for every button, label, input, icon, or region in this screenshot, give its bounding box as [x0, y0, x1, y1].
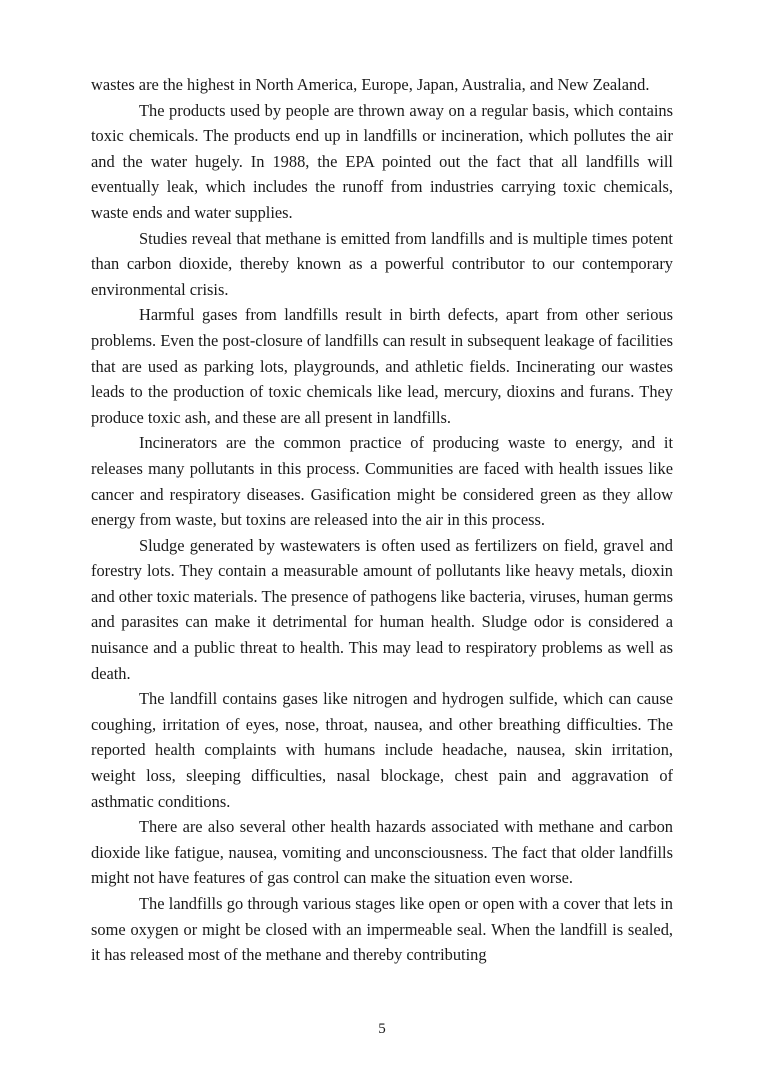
- paragraph-harmful-gases: Harmful gases from landfills result in birth defects, apart from other serious problems. Even the post-closure of landfills can result in subsequent leakage of facilities that are used as parking lots, playgrounds, and athletic fields. Incinerating our wastes leads to the production of toxic chemicals like lead, mercury, dioxins and furans. They produce toxic ash, and these are all present in landfills.: [91, 305, 673, 427]
- paragraph-sludge: Sludge generated by wastewaters is often used as fertilizers on field, gravel and forestry lots. They contain a measurable amount of pollutants like heavy metals, dioxin and other toxic materials. The presence of pathogens like bacteria, viruses, human germs and parasites can make it detrimental for human health. Sludge odor is considered a nuisance and a public threat to health. This may lead to respiratory problems as well as death.: [91, 535, 673, 683]
- paragraph-methane: Studies reveal that methane is emitted from landfills and is multiple times potent than carbon dioxide, thereby known as a powerful contributor to our contemporary environmental crisis.: [91, 228, 673, 299]
- paragraph-health-hazards: There are also several other health hazards associated with methane and carbon dioxide like fatigue, nausea, vomiting and unconsciousness. The fact that older landfills might not have features of gas control can make the situation even worse.: [91, 817, 673, 888]
- paragraph-landfill-gases: The landfill contains gases like nitrogen and hydrogen sulfide, which can cause coughing, irritation of eyes, nose, throat, nausea, and other breathing difficulties. The reported health complaints with humans include headache, nausea, skin irritation, weight loss, sleeping difficulties, nasal blockage, chest pain and aggravation of asthmatic conditions.: [91, 689, 673, 811]
- body-text: [91, 72, 673, 968]
- paragraph-toxic-products: The products used by people are thrown away on a regular basis, which contains toxic chemicals. The products end up in landfills or incineration, which pollutes the air and the water hugely. In 1988, the EPA pointed out the fact that all landfills will eventually leak, which includes the runoff from industries carrying toxic chemicals, waste ends and water supplies.: [91, 100, 673, 222]
- paragraph-landfill-stages: The landfills go through various stages like open or open with a cover that lets in some oxygen or might be closed with an impermeable seal. When the landfill is sealed, it has released most of the methane and thereby contributing: [91, 894, 673, 965]
- paragraph-continued: wastes are the highest in North America, Europe, Japan, Australia, and New Zealand.: [91, 75, 650, 94]
- paragraph-incinerators: Incinerators are the common practice of producing waste to energy, and it releases many pollutants in this process. Communities are faced with health issues like cancer and respiratory diseases. Gasification might be considered green as they allow energy from waste, but toxins are released into the air in this process.: [91, 433, 673, 530]
- page-number: 5: [378, 1021, 386, 1037]
